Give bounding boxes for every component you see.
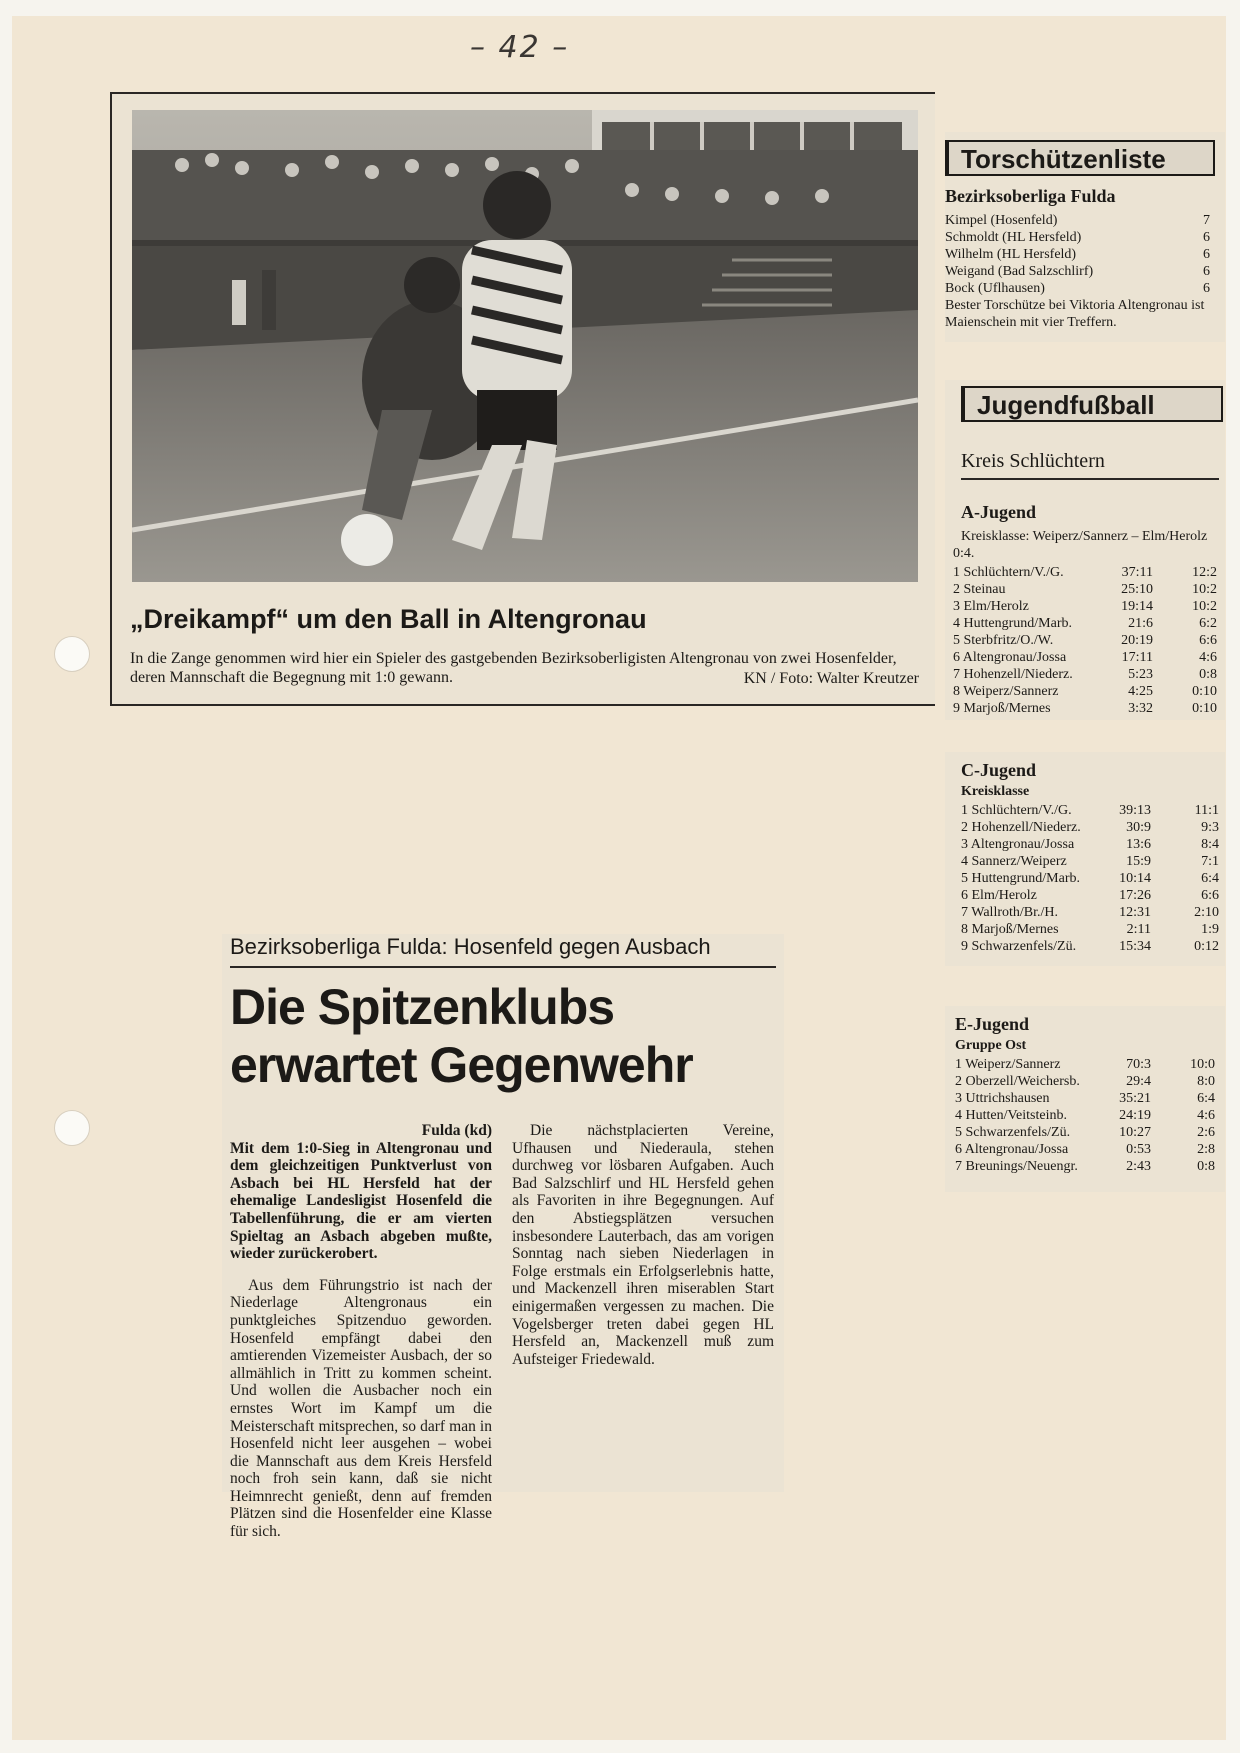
table-row: 9 Schwarzenfels/Zü. 15:34 0:12 [961, 939, 1219, 954]
table-row: 8 Weiperz/Sannerz 4:25 0:10 [953, 684, 1217, 699]
article-column-2 [512, 1122, 774, 1368]
scorer-row: Wilhelm (HL Hersfeld) 6 [945, 247, 1210, 262]
photo-illustration [132, 110, 918, 582]
page-number: – 42 – [470, 30, 570, 65]
table-row: 8 Marjoß/Mernes 2:11 1:9 [961, 922, 1219, 937]
youth-header: Jugendfußball [961, 386, 1223, 422]
table-row: 3 Elm/Herolz 19:14 10:2 [953, 599, 1217, 614]
a-jugend-result: Kreisklasse: Weiperz/Sannerz – Elm/Herolz 0:4. [953, 529, 1208, 561]
table-row: 5 Schwarzenfels/Zü. 10:27 2:6 [955, 1125, 1215, 1140]
table-row: 1 Weiperz/Sannerz 70:3 10:0 [955, 1057, 1215, 1072]
table-row: 7 Hohenzell/Niederz. 5:23 0:8 [953, 667, 1217, 682]
article-column-1 [230, 1122, 492, 1541]
e-jugend-title: E-Jugend [955, 1014, 1030, 1034]
table-row: 5 Huttengrund/Marb. 10:14 6:4 [961, 871, 1219, 886]
photo-credit: KN / Foto: Walter Kreutzer [743, 670, 919, 687]
scorers-league: Bezirksoberliga Fulda [945, 186, 1116, 206]
table-row: 6 Altengronau/Jossa 0:53 2:8 [955, 1142, 1215, 1157]
a-jugend-title: A-Jugend [961, 502, 1037, 522]
table-row: 4 Huttengrund/Marb. 21:6 6:2 [953, 616, 1217, 631]
c-jugend-class: Kreisklasse [961, 784, 1030, 799]
c-jugend-table [961, 802, 1219, 955]
table-row: 5 Sterbfritz/O./W. 20:19 6:6 [953, 633, 1217, 648]
table-row: 6 Elm/Herolz 17:26 6:6 [961, 888, 1219, 903]
headline-line-1: Die Spitzenklubs [230, 979, 615, 1035]
article-lead: Mit dem 1:0-Sieg in Altengronau und dem gleichzeitigen Punktverlust von Asbach bei HL Hersfeld hat der ehemalige Landesligist Hosenfeld die Tabellenführung, die er am vierten Spieltag an Asbach abgeben mußte, wieder zurückerobert. [230, 1139, 492, 1263]
scorers-note: Bester Torschütze bei Viktoria Altengronau ist Maienschein mit vier Treffern. [945, 298, 1205, 330]
table-row: 6 Altengronau/Jossa 17:11 4:6 [953, 650, 1217, 665]
district-rule [961, 478, 1219, 480]
a-jugend-table [953, 564, 1217, 717]
table-row: 4 Sannerz/Weiperz 15:9 7:1 [961, 854, 1219, 869]
table-row: 2 Steinau 25:10 10:2 [953, 582, 1217, 597]
table-row: 2 Oberzell/Weichersb. 29:4 8:0 [955, 1074, 1215, 1089]
article-paragraph-1: Aus dem Führungstrio ist nach der Niederlage Altengronaus ein punktgleiches Spitzenduo geworden. Hosenfeld empfängt dabei den amtierenden Vizemeister Ausbach, der so allmählich in Tritt zu kommen scheint. Und wollen die Ausbacher noch ein ernstes Wort im Kampf um die Meisterschaft mitsprechen, so darf man in Hosenfeld nicht leer ausgehen – wobei die Mannschaft aus dem Kreis Hersfeld noch froh sein kann, daß sie nicht Heimnrecht genießt, denn auf fremden Plätzen sind die Hosenfelder eine Klasse für sich. [230, 1276, 492, 1541]
scorers-box [945, 132, 1225, 342]
table-row: 4 Hutten/Veitsteinb. 24:19 4:6 [955, 1108, 1215, 1123]
article-dateline: Fulda (kd) [421, 1122, 492, 1139]
table-row: 7 Breunings/Neuengr. 2:43 0:8 [955, 1159, 1215, 1174]
scorers-list [945, 212, 1210, 331]
main-article [222, 934, 784, 1541]
e-jugend-group: Gruppe Ost [955, 1038, 1027, 1053]
table-row: 1 Schlüchtern/V./G. 37:11 12:2 [953, 565, 1217, 580]
scorer-row: Weigand (Bad Salzschlirf) 6 [945, 264, 1210, 279]
table-row: 3 Uttrichshausen 35:21 6:4 [955, 1091, 1215, 1106]
punch-hole-top [54, 636, 90, 672]
headline-line-2: erwartet Gegenwehr [230, 1037, 693, 1093]
scorers-header: Torschützenliste [945, 140, 1215, 176]
kicker-rule [230, 966, 776, 968]
youth-district: Kreis Schlüchtern [961, 450, 1105, 472]
e-jugend-table [955, 1056, 1215, 1175]
scorer-row: Kimpel (Hosenfeld) 7 [945, 213, 1210, 228]
youth-box [945, 380, 1225, 720]
table-row: 9 Marjoß/Mernes 3:32 0:10 [953, 701, 1217, 716]
table-row: 3 Altengronau/Jossa 13:6 8:4 [961, 837, 1219, 852]
table-row: 1 Schlüchtern/V./G. 39:13 11:1 [961, 803, 1219, 818]
scorer-row: Bock (Uflhausen) 6 [945, 281, 1210, 296]
photo-caption: In die Zange genommen wird hier ein Spieler des gastgebenden Bezirksoberligisten Altengronau von zwei Hosenfelder, deren Mannschaft die Begegnung mit 1:0 gewann. [130, 650, 897, 686]
article-headline [230, 978, 693, 1094]
football-photo [132, 110, 918, 582]
punch-hole-bottom [54, 1110, 90, 1146]
article-paragraph-2: Die nächstplacierten Vereine, Ufhausen und Niederaula, stehen durchweg vor lösbaren Aufgaben. Auch Bad Salzschlirf und HL Hersfeld gehen als Favoriten in ihre Begegnungen. Auf den Abstiegsplätzen versuchen insbesondere Lauterbach, das am vorigen Sonntag nach sieben Niederlagen in Folge erstmals ein Erfolgserlebnis hatte, und Mackenzell ihren miserablen Start einigermaßen vergessen zu machen. Die Vogelsberger treten dabei gegen HL Hersfeld an, Mackenzell muß zum Aufsteiger Friedewald. [512, 1122, 774, 1368]
table-row: 7 Wallroth/Br./H. 12:31 2:10 [961, 905, 1219, 920]
e-jugend-box [945, 1006, 1225, 1192]
photo-article [110, 92, 935, 706]
article-kicker: Bezirksoberliga Fulda: Hosenfeld gegen Ausbach [230, 934, 711, 959]
scorer-row: Schmoldt (HL Hersfeld) 6 [945, 230, 1210, 245]
photo-title: „Dreikampf“ um den Ball in Altengronau [130, 604, 647, 634]
c-jugend-box [945, 752, 1225, 966]
table-row: 2 Hohenzell/Niederz. 30:9 9:3 [961, 820, 1219, 835]
c-jugend-title: C-Jugend [961, 760, 1037, 780]
